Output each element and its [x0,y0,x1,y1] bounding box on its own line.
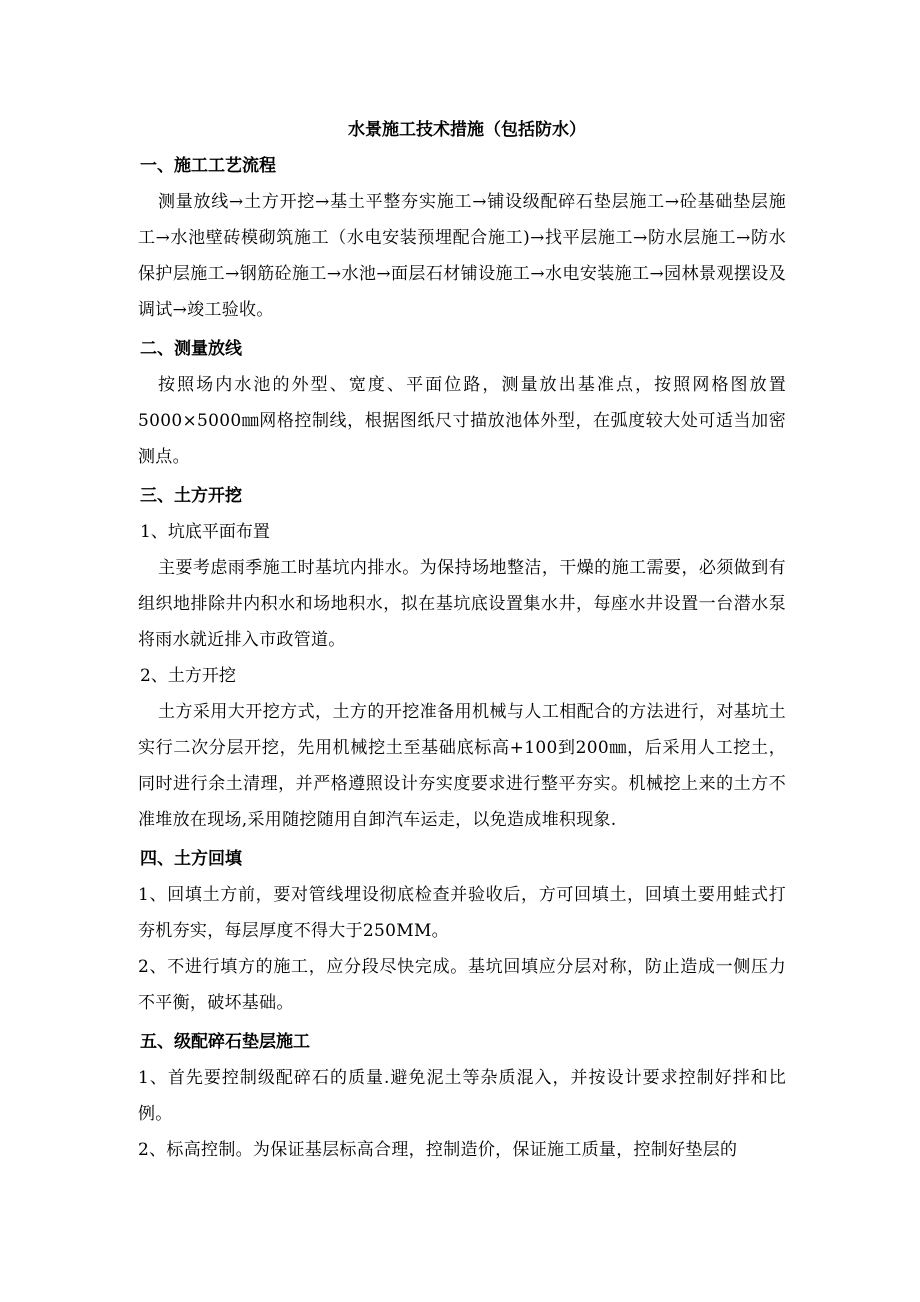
paragraph: 主要考虑雨季施工时基坑内排水。为保持场地整洁，干燥的施工需要，必须做到有组织地排除井内积水和场地积水，拟在基坑底设置集水井，每座水井设置一台潜水泵将雨水就近排入市政管道。 [138,558,786,650]
document-title: 水景施工技术措施（包括防水） [348,120,586,140]
section-gravel-cushion [138,1024,786,1168]
section-heading: 一、施工工艺流程 [140,156,276,176]
section-heading: 三、土方开挖 [140,486,242,506]
document-page [138,112,786,1168]
section-process [138,148,786,328]
paragraph: 测量放线→土方开挖→基土平整夯实施工→铺设级配碎石垫层施工→砼基础垫层施工→水池壁砖模砌筑施工（水电安装预埋配合施工)→找平层施工→防水层施工→防水保护层施工→钢筋砼施工→水池→面层石材铺设施工→水电安装施工→园林景观摆设及调试→竣工验收。 [138,192,786,320]
section-excavation [138,478,786,838]
section-heading: 二、测量放线 [140,339,242,359]
section-survey [138,331,786,475]
section-backfill [138,841,786,1021]
list-item: 1、首先要控制级配碎石的质量.避免泥土等杂质混入，并按设计要求控制好拌和比例。 [138,1068,786,1124]
paragraph: 按照场内水池的外型、宽度、平面位路，测量放出基准点，按照网格图放置5000×5000㎜网格控制线，根据图纸尺寸描放池体外型，在弧度较大处可适当加密测点。 [138,375,786,467]
paragraph: 土方采用大开挖方式，土方的开挖准备用机械与人工相配合的方法进行，对基坑土实行二次分层开挖，先用机械挖土至基础底标高+100到200㎜，后采用人工挖土，同时进行余土清理，并严格遵照设计夯实度要求进行整平夯实。机械挖上来的土方不准堆放在现场,采用随挖随用自卸汽车运走，以免造成堆积现象. [138,702,786,830]
subsection-title: 2、土方开挖 [140,666,236,686]
section-heading: 四、土方回填 [140,849,242,869]
subsection-title: 1、坑底平面布置 [140,522,270,542]
list-item: 2、标高控制。为保证基层标高合理，控制造价，保证施工质量，控制好垫层的 [138,1140,738,1160]
list-item: 2、不进行填方的施工，应分段尽快完成。基坑回填应分层对称，防止造成一侧压力不平衡，破坏基础。 [138,957,786,1013]
section-heading: 五、级配碎石垫层施工 [140,1032,310,1052]
list-item: 1、回填土方前，要对管线埋设彻底检查并验收后，方可回填土，回填土要用蛙式打夯机夯实，每层厚度不得大于250MM。 [138,885,786,941]
